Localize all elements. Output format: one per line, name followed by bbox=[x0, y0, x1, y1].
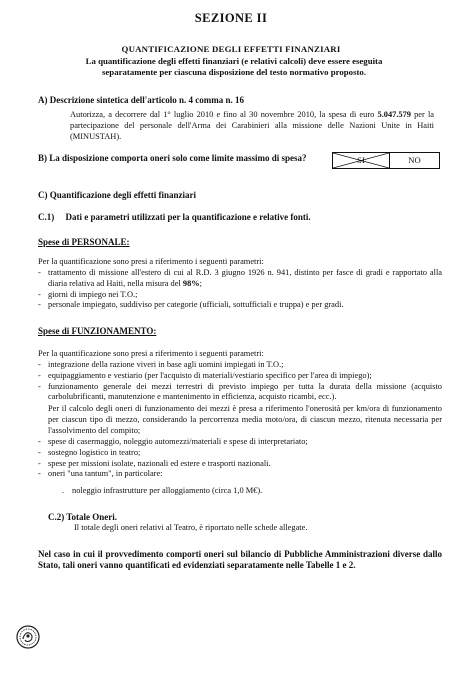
funzionamento-para: Per il calcolo degli oneri di funzionamento dei mezzi è presa a riferimento l'onerosità per km/ora di funzionamento per ciascun tipo di mezzo, considerando la percorrenza media moto/ora, di ciascun mezzo, ritenuta necessaria per l'assolvimento del compito; bbox=[48, 404, 442, 435]
section-subtitle: QUANTIFICAZIONE DEGLI EFFETTI FINANZIARI bbox=[121, 44, 341, 54]
list-item bbox=[38, 268, 442, 290]
list-item: - personale impiegato, suddiviso per categorie (ufficiali, sottufficiali e truppa) e per gradi. bbox=[38, 300, 442, 311]
personale-heading: Spese di PERSONALE: bbox=[38, 237, 130, 247]
section-a-text bbox=[70, 110, 434, 142]
option-si-label: SI bbox=[357, 155, 365, 165]
section-b-heading: B) La disposizione comporta oneri solo come limite massimo di spesa? bbox=[38, 153, 307, 163]
personale-list bbox=[38, 268, 442, 311]
page-title: SEZIONE II bbox=[194, 11, 268, 25]
list-item: - giorni di impiego nei T.O.; bbox=[38, 290, 442, 301]
list-item: - spese di casermaggio, noleggio automezzi/materiali e spese di interpretariato; bbox=[38, 437, 442, 448]
section-a-heading: A) Descrizione sintetica dell'articolo n. 4 comma n. 16 bbox=[38, 95, 244, 105]
section-c2-heading: C.2) Totale Oneri. bbox=[48, 512, 117, 522]
list-item: - equipaggiamento e vestiario (per l'acquisto di materiali/vestiario specifico per l'area di impiego); bbox=[38, 371, 442, 382]
section-c2-text: Il totale degli oneri relativi al Teatro, è riportato nelle schede allegate. bbox=[74, 523, 308, 532]
section-c-heading: C) Quantificazione degli effetti finanziari bbox=[38, 190, 196, 200]
personale-item1-pct: 98% bbox=[182, 278, 200, 288]
footer-note: Nel caso in cui il provvedimento comporti oneri sul bilancio di Pubbliche Amministrazioni diverse dallo Stato, tali oneri vanno quantificati ed evidenziati separatamente nelle Tabelle 1 e 2. bbox=[38, 549, 442, 571]
funzionamento-subitem bbox=[62, 486, 262, 497]
list-item: - sostegno logistico in teatro; bbox=[38, 448, 442, 459]
intro-text: La quantificazione degli effetti finanziari (e relativi calcoli) deve essere eseguita separatamente per ciascuna disposizione del testo normativo proposto. bbox=[85, 56, 383, 77]
seal-stamp-icon bbox=[16, 625, 40, 649]
yes-no-box bbox=[332, 152, 440, 169]
section-a-text-pre: Autorizza, a decorrere dal 1° luglio 2010 e fino al 30 novembre 2010, la spesa di euro bbox=[70, 110, 378, 119]
option-no[interactable] bbox=[390, 153, 439, 168]
option-si[interactable] bbox=[333, 153, 389, 168]
funzionamento-list bbox=[38, 360, 442, 403]
personale-item1-post: ; bbox=[199, 278, 202, 288]
funzionamento-list-2 bbox=[38, 437, 442, 480]
section-a-amount: 5.047.579 bbox=[377, 110, 411, 119]
list-item: - funzionamento generale dei mezzi terrestri di previsto impiego per tutta la durata della missione (acquisto carbolubrificanti, manutenzione e mantenimento in efficienza, acquisto ricambi, ecc.). bbox=[38, 382, 442, 404]
sub-bullet: . bbox=[62, 486, 65, 495]
subitem-text: noleggio infrastrutture per alloggiamento (circa 1,0 M€). bbox=[72, 486, 263, 495]
section-a-text-post: per la partecipazione del personale dell'Arma dei Carabinieri alla missione delle Nazioni Unite in Haiti (MINUSTAH). bbox=[70, 110, 434, 141]
list-item: - oneri "una tantum", in particolare: bbox=[38, 469, 442, 480]
list-item: - integrazione della razione viveri in base agli uomini impiegati in T.O.; bbox=[38, 360, 442, 371]
personale-item1-pre: trattamento di missione all'estero di cui al R.D. 3 giugno 1926 n. 941, distinto per fasce di gradi e rapportato alla diaria relativa ad Haiti, nella misura del bbox=[48, 268, 442, 288]
section-c1-heading: C.1) Dati e parametri utilizzati per la quantificazione e relative fonti. bbox=[38, 212, 311, 222]
funzionamento-lead: Per la quantificazione sono presi a riferimento i seguenti parametri: bbox=[38, 349, 264, 358]
funzionamento-heading: Spese di FUNZIONAMENTO: bbox=[38, 326, 157, 336]
option-no-label: NO bbox=[408, 155, 421, 165]
list-item: - spese per missioni isolate, nazionali ed estere e trasporti nazionali. bbox=[38, 459, 442, 470]
personale-lead: Per la quantificazione sono presi a riferimento i seguenti parametri: bbox=[38, 257, 264, 266]
